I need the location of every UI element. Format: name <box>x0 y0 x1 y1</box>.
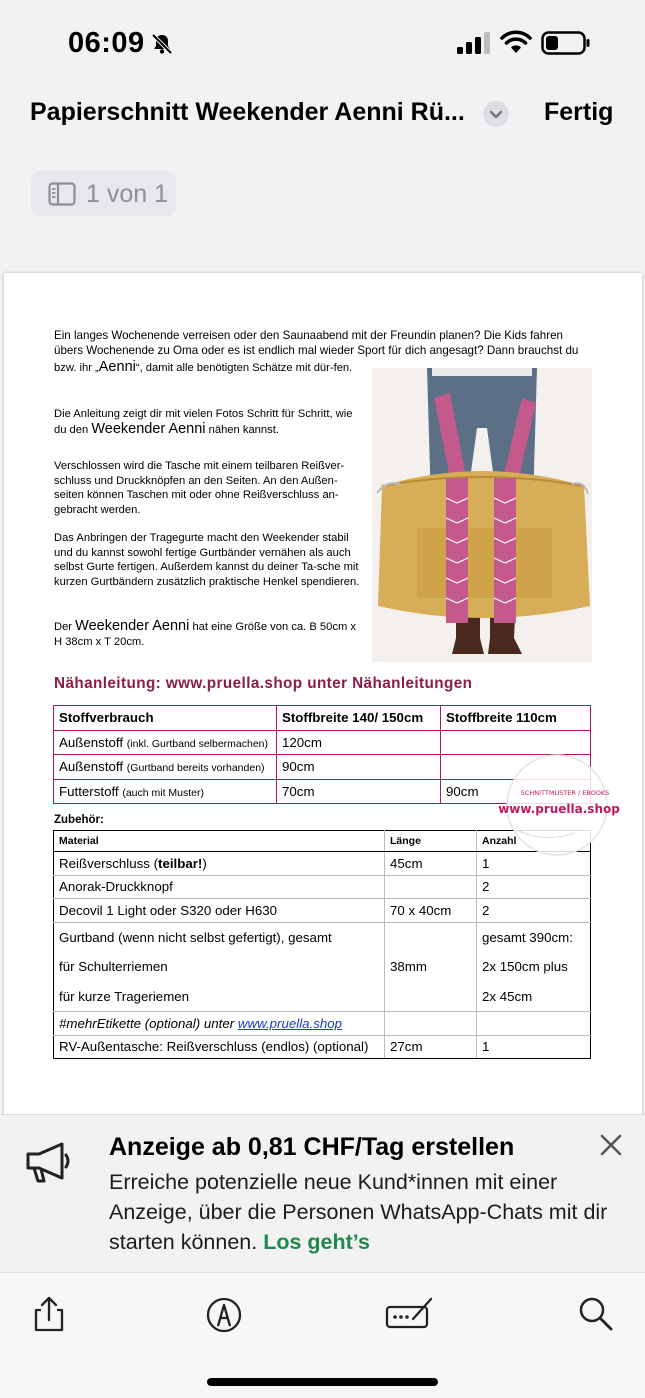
bell-slash-icon <box>150 32 174 56</box>
table-header-cell: Anzahl <box>477 831 591 852</box>
status-time: 06:09 <box>68 27 145 59</box>
table-cell: 120cm <box>277 730 441 755</box>
ad-title: Anzeige ab 0,81 CHF/Tag erstellen <box>109 1133 515 1161</box>
table-cell: 70cm <box>277 779 441 804</box>
battery-icon <box>541 31 591 55</box>
svg-text:SCHNITTMUSTER / EBOOKS: SCHNITTMUSTER / EBOOKS <box>520 789 610 797</box>
cellular-signal-icon <box>457 32 491 54</box>
chevron-down-icon <box>483 101 509 127</box>
intro-paragraph: Ein langes Wochenende verreisen oder den Saunaabend mit der Freundin planen? Die Kids fahren übers Wochenende zu Oma oder es ist endlich mal wieder Sport für dich angesagt? Dann brauchst du <box>54 329 579 357</box>
table-cell <box>441 730 591 755</box>
home-indicator[interactable] <box>207 1378 438 1386</box>
status-bar <box>0 0 645 88</box>
table-cell: 27cm <box>385 1035 477 1059</box>
document-title[interactable]: Papierschnitt Weekender Aenni Rü... <box>30 98 465 126</box>
product-photo <box>372 368 592 662</box>
title-menu-button[interactable] <box>483 101 509 127</box>
table-header-cell: Stoffbreite 110cm <box>441 706 591 731</box>
table-cell: 2 <box>477 875 591 899</box>
table-header-cell: Stoffverbrauch <box>54 706 277 731</box>
table-cell: 90cm <box>441 779 591 804</box>
search-icon[interactable] <box>577 1295 615 1333</box>
paragraph-2: Die Anleitung zeigt dir mit vielen Fotos Schritt für Schritt, wie du den Weekender Aenni nähen kannst. <box>54 408 353 437</box>
table-cell: 70 x 40cm <box>385 899 477 923</box>
ad-cta-link[interactable]: Los geht’s <box>263 1230 370 1254</box>
table-row <box>54 1035 591 1059</box>
markup-icon[interactable] <box>205 1295 243 1333</box>
paragraph-5: Der Weekender Aenni hat eine Größe von ca. B 50cm x H 38cm x T 20cm. <box>54 618 356 648</box>
table-cell: Außenstoff (inkl. Gurtband selbermachen) <box>54 730 277 755</box>
table-cell: 1 <box>477 852 591 876</box>
table-cell: Gurtband (wenn nicht selbst gefertigt), gesamt für Schulterriemen für kurze Trageriemen <box>54 922 385 1012</box>
table-cell: 38mm <box>385 922 477 1012</box>
table-cell: RV-Außentasche: Reißverschluss (endlos) (optional) <box>54 1035 385 1059</box>
ad-banner[interactable] <box>0 1114 645 1272</box>
table-cell: 1 <box>477 1035 591 1059</box>
table-cell: 90cm <box>277 755 441 780</box>
signature-icon[interactable] <box>385 1295 435 1333</box>
accessories-table <box>53 830 591 1059</box>
page-indicator-label: 1 von 1 <box>86 180 169 208</box>
table-cell: Decovil 1 Light oder S320 oder H630 <box>54 899 385 923</box>
document-page[interactable] <box>4 273 642 1115</box>
wifi-icon <box>500 30 532 54</box>
paragraph-1: bzw. ihr „Aenni“, damit alle benötigten Schätze mit dür-fen. <box>54 359 353 375</box>
table-cell: Reißverschluss (teilbar!) <box>54 852 385 876</box>
table-cell: Außenstoff (Gurtband bereits vorhanden) <box>54 755 277 780</box>
table-row <box>54 875 591 899</box>
shop-link[interactable]: www.pruella.shop <box>237 1015 343 1031</box>
table-row <box>54 730 591 755</box>
table-header-row <box>54 706 591 731</box>
table-cell: Futterstoff (auch mit Muster) <box>54 779 277 804</box>
table-header-cell: Stoffbreite 140/ 150cm <box>277 706 441 731</box>
svg-text:www.pruella.shop: www.pruella.shop <box>498 802 620 816</box>
table-header-cell: Material <box>54 831 385 852</box>
table-row <box>54 899 591 923</box>
close-icon[interactable] <box>600 1134 622 1156</box>
table-cell: gesamt 390cm: 2x 150cm plus 2x 45cm <box>477 922 591 1012</box>
table-cell <box>385 1012 477 1036</box>
table-row <box>54 1012 591 1036</box>
sidebar-icon <box>48 182 76 206</box>
share-icon[interactable] <box>30 1295 68 1333</box>
paragraph-3: Verschlossen wird die Tasche mit einem teilbaren Reißver-schluss und Druckknöpfen an den Seiten. An den Außen-seiten können Taschen mit oder ohne Reißverschluss an-gebracht werden. <box>54 460 345 516</box>
table-row <box>54 922 591 1012</box>
section-heading: Nähanleitung: www.pruella.shop unter Nähanleitungen <box>54 675 473 692</box>
accessories-label: Zubehör: <box>54 814 104 826</box>
page-indicator[interactable] <box>31 171 176 216</box>
table-cell: Anorak-Druckknopf <box>54 875 385 899</box>
table-cell: #mehrEtikette (optional) unter www.pruella.shop <box>54 1012 385 1036</box>
table-cell: 45cm <box>385 852 477 876</box>
paragraph-4: Das Anbringen der Tragegurte macht den Weekender stabil und du kannst sowohl fertige Gurtbänder vernähen als auch selbst Gurte fertigen. Außerdem kannst du deiner Ta-sche mit kurzen Gurtbändern zusätzlich praktische Henkel spendieren. <box>54 532 360 588</box>
table-header-cell: Länge <box>385 831 477 852</box>
done-button[interactable]: Fertig <box>544 98 614 126</box>
megaphone-icon <box>24 1141 72 1183</box>
table-cell: 2 <box>477 899 591 923</box>
table-cell <box>385 875 477 899</box>
table-cell <box>477 1012 591 1036</box>
ad-body: Erreiche potenzielle neue Kund*innen mit einer Anzeige, über die Personen WhatsApp-Chats mit dir starten können. Los geht’s <box>109 1170 608 1254</box>
